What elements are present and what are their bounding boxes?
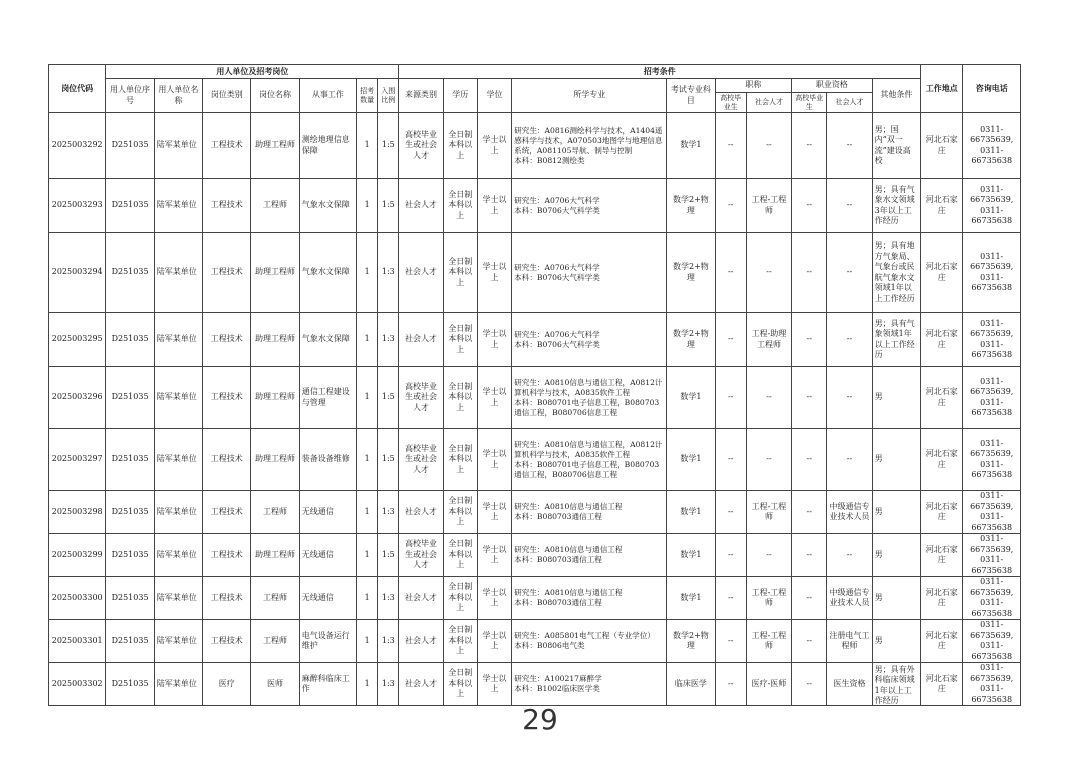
cell-degree: 学士以上 (477, 367, 511, 429)
cell-major (512, 620, 667, 663)
cell-major (512, 534, 667, 577)
cell-title-graduate: -- (715, 429, 746, 491)
cell-phone: 0311-66735639, 0311-66735638 (963, 429, 1021, 491)
cell-qual-social: -- (827, 367, 872, 429)
cell-unit-name: 陆军某单位 (154, 313, 202, 367)
cell-other (872, 233, 920, 313)
major-text: 研究生：A0810信息与通信工程 本科：B080703通信工程 (514, 545, 623, 564)
cell-ratio: 1:3 (378, 491, 399, 534)
cell-post-name: 助理工程师 (251, 233, 299, 313)
cell-unit-name: 陆军某单位 (154, 179, 202, 233)
major-text: 研究生：A085801电气工程（专业学位） 本科：B0806电气类 (514, 631, 655, 650)
cell-post-name: 助理工程师 (251, 534, 299, 577)
cell-other (872, 429, 920, 491)
cell-job-code: 2025003297 (49, 429, 106, 491)
cell-phone: 0311-66735639, 0311-66735638 (963, 113, 1021, 179)
cell-source: 高校毕业生或社会人才 (399, 429, 443, 491)
major-text: 研究生：A0810信息与通信工程，A0812计算机科学与技术，A0835软件工程 本科：B080701电子信息工程，B080703通信工程，B080706信息工程 (514, 439, 663, 479)
cell-post-type: 工程技术 (203, 491, 251, 534)
cell-post-name: 工程师 (251, 491, 299, 534)
cell-title-social: -- (746, 113, 791, 179)
table-row (49, 367, 1021, 429)
cell-exam: 数学1 (667, 429, 715, 491)
cell-phone: 0311-66735639, 0311-66735638 (963, 663, 1021, 706)
header-qual-social: 社会人才 (827, 93, 872, 113)
cell-qual-social: -- (827, 313, 872, 367)
cell-qual-graduate: -- (792, 663, 827, 706)
cell-exam: 数学2+物理 (667, 179, 715, 233)
cell-phone: 0311-66735639, 0311-66735638 (963, 179, 1021, 233)
cell-education: 全日制本科以上 (443, 429, 477, 491)
cell-location: 河北石家庄 (921, 534, 963, 577)
cell-unit-no: D251035 (106, 577, 154, 620)
cell-education: 全日制本科以上 (443, 577, 477, 620)
cell-title-graduate: -- (715, 367, 746, 429)
cell-post-type: 工程技术 (203, 534, 251, 577)
cell-count: 1 (357, 491, 378, 534)
cell-work: 气象水文保障 (299, 313, 356, 367)
cell-other (872, 663, 920, 706)
cell-qual-social: 注册电气工程师 (827, 620, 872, 663)
cell-ratio: 1:3 (378, 663, 399, 706)
cell-qual-graduate: -- (792, 429, 827, 491)
other-text: 男 (874, 549, 883, 559)
cell-education: 全日制本科以上 (443, 367, 477, 429)
cell-exam: 数学2+物理 (667, 313, 715, 367)
recruitment-table (48, 64, 1021, 706)
cell-education: 全日制本科以上 (443, 179, 477, 233)
cell-education: 全日制本科以上 (443, 233, 477, 313)
cell-post-type: 工程技术 (203, 620, 251, 663)
header-post-name: 岗位名称 (251, 79, 299, 113)
cell-title-graduate: -- (715, 313, 746, 367)
cell-qual-graduate: -- (792, 233, 827, 313)
major-text: 研究生：A0706大气科学 本科：B0706大气科学类 (514, 262, 600, 282)
cell-title-graduate: -- (715, 534, 746, 577)
cell-degree: 学士以上 (477, 620, 511, 663)
cell-location: 河北石家庄 (921, 663, 963, 706)
cell-qual-graduate: -- (792, 313, 827, 367)
cell-source: 社会人才 (399, 313, 443, 367)
cell-title-social: -- (746, 429, 791, 491)
cell-qual-social: -- (827, 429, 872, 491)
cell-post-type: 工程技术 (203, 179, 251, 233)
cell-phone: 0311-66735639, 0311-66735638 (963, 233, 1021, 313)
cell-unit-name: 陆军某单位 (154, 233, 202, 313)
cell-other (872, 491, 920, 534)
cell-qual-graduate: -- (792, 113, 827, 179)
cell-title-social: 工程-工程师 (746, 179, 791, 233)
table-row (49, 429, 1021, 491)
cell-other (872, 577, 920, 620)
cell-source: 社会人才 (399, 620, 443, 663)
cell-major (512, 491, 667, 534)
cell-title-graduate: -- (715, 179, 746, 233)
cell-job-code: 2025003302 (49, 663, 106, 706)
table-row (49, 534, 1021, 577)
cell-source: 社会人才 (399, 491, 443, 534)
cell-exam: 数学1 (667, 534, 715, 577)
header-exam: 考试专业科 目 (667, 79, 715, 113)
cell-ratio: 1:3 (378, 313, 399, 367)
cell-other (872, 179, 920, 233)
cell-qual-graduate: -- (792, 367, 827, 429)
cell-phone: 0311-66735639, 0311-66735638 (963, 313, 1021, 367)
header-count: 招考数量 (357, 79, 378, 113)
cell-exam: 数学1 (667, 113, 715, 179)
header-other: 其他条件 (872, 79, 920, 113)
cell-post-type: 工程技术 (203, 313, 251, 367)
header-job-code: 岗位代码 (49, 65, 106, 113)
cell-degree: 学士以上 (477, 313, 511, 367)
cell-qual-social: 医生资格 (827, 663, 872, 706)
cell-education: 全日制本科以上 (443, 491, 477, 534)
cell-ratio: 1:5 (378, 367, 399, 429)
header-group-unit: 用人单位及招考岗位 (106, 65, 399, 79)
cell-qual-graduate: -- (792, 577, 827, 620)
cell-exam: 数学2+物理 (667, 620, 715, 663)
cell-qual-social: 中级通信专业技术人员 (827, 491, 872, 534)
cell-count: 1 (357, 179, 378, 233)
major-text: 研究生：A0706大气科学 本科：B0706大气科学类 (514, 195, 600, 215)
cell-qual-graduate: -- (792, 491, 827, 534)
cell-post-name: 工程师 (251, 179, 299, 233)
cell-post-name: 助理工程师 (251, 367, 299, 429)
header-source: 来源类别 (399, 79, 443, 113)
header-ratio: 入围比例 (378, 79, 399, 113)
major-text: 研究生：A0816测绘科学与技术，A1404遥感科学与技术，A070503地图学与地理信息系统，A081105导航、制导与控制 本科：B0812测绘类 (514, 125, 663, 165)
cell-qual-social: -- (827, 233, 872, 313)
table-row (49, 179, 1021, 233)
cell-work: 无线通信 (299, 577, 356, 620)
cell-location: 河北石家庄 (921, 491, 963, 534)
cell-exam: 临床医学 (667, 663, 715, 706)
cell-location: 河北石家庄 (921, 113, 963, 179)
table-row (49, 620, 1021, 663)
cell-degree: 学士以上 (477, 663, 511, 706)
other-text: 男；具有气象领域1年以上工作经历 (874, 318, 915, 359)
other-text: 男 (874, 592, 883, 602)
cell-title-graduate: -- (715, 577, 746, 620)
cell-post-type: 工程技术 (203, 367, 251, 429)
cell-work: 气象水文保障 (299, 233, 356, 313)
cell-unit-name: 陆军某单位 (154, 663, 202, 706)
cell-ratio: 1:5 (378, 429, 399, 491)
cell-source: 社会人才 (399, 577, 443, 620)
cell-major (512, 179, 667, 233)
cell-location: 河北石家庄 (921, 620, 963, 663)
cell-post-name: 助理工程师 (251, 429, 299, 491)
cell-other (872, 113, 920, 179)
cell-unit-no: D251035 (106, 179, 154, 233)
cell-unit-no: D251035 (106, 429, 154, 491)
cell-work: 装备设备维修 (299, 429, 356, 491)
cell-work: 无线通信 (299, 491, 356, 534)
cell-unit-no: D251035 (106, 367, 154, 429)
cell-ratio: 1:5 (378, 534, 399, 577)
cell-degree: 学士以上 (477, 534, 511, 577)
header-post-type: 岗位类别 (203, 79, 251, 113)
cell-qual-social: 中级通信专业技术人员 (827, 577, 872, 620)
cell-count: 1 (357, 367, 378, 429)
cell-qual-social: -- (827, 179, 872, 233)
other-text: 男；国内“双一流”建设高校 (874, 124, 911, 165)
cell-job-code: 2025003293 (49, 179, 106, 233)
cell-major (512, 367, 667, 429)
cell-source: 社会人才 (399, 179, 443, 233)
cell-unit-no: D251035 (106, 233, 154, 313)
major-text: 研究生：A0810信息与通信工程 本科：B080703通信工程 (514, 502, 623, 521)
cell-title-social: 工程-工程师 (746, 577, 791, 620)
page-number: 29 (522, 703, 558, 736)
cell-title-social: 工程-工程师 (746, 491, 791, 534)
cell-ratio: 1:5 (378, 113, 399, 179)
cell-count: 1 (357, 620, 378, 663)
header-major: 所学专业 (512, 79, 667, 113)
cell-source: 社会人才 (399, 663, 443, 706)
cell-job-code: 2025003296 (49, 367, 106, 429)
cell-major (512, 663, 667, 706)
cell-title-social: -- (746, 534, 791, 577)
cell-job-code: 2025003292 (49, 113, 106, 179)
cell-post-type: 工程技术 (203, 113, 251, 179)
cell-major (512, 113, 667, 179)
cell-unit-name: 陆军某单位 (154, 577, 202, 620)
cell-unit-name: 陆军某单位 (154, 620, 202, 663)
recruitment-table-sheet (48, 64, 1021, 706)
cell-unit-name: 陆军某单位 (154, 491, 202, 534)
cell-work: 气象水文保障 (299, 179, 356, 233)
cell-source: 社会人才 (399, 233, 443, 313)
cell-phone: 0311-66735639, 0311-66735638 (963, 367, 1021, 429)
cell-location: 河北石家庄 (921, 179, 963, 233)
cell-education: 全日制本科以上 (443, 663, 477, 706)
cell-education: 全日制本科以上 (443, 113, 477, 179)
cell-unit-name: 陆军某单位 (154, 429, 202, 491)
other-text: 男 (874, 454, 883, 464)
cell-other (872, 534, 920, 577)
cell-unit-no: D251035 (106, 491, 154, 534)
header-title-social: 社会人才 (746, 93, 791, 113)
cell-degree: 学士以上 (477, 113, 511, 179)
major-text: 研究生：A0810信息与通信工程，A0812计算机科学与技术，A0835软件工程 本科：B080701电子信息工程，B080703通信工程，B080706信息工程 (514, 377, 663, 417)
cell-source: 高校毕业生或社会人才 (399, 534, 443, 577)
header-unit-no: 用人单位序 号 (106, 79, 154, 113)
cell-exam: 数学1 (667, 491, 715, 534)
cell-phone: 0311-66735639, 0311-66735638 (963, 620, 1021, 663)
cell-title-social: 工程-助理工程师 (746, 313, 791, 367)
cell-count: 1 (357, 663, 378, 706)
cell-title-graduate: -- (715, 663, 746, 706)
header-group-conditions: 招考条件 (399, 65, 921, 79)
cell-unit-name: 陆军某单位 (154, 534, 202, 577)
cell-title-social: 工程-工程师 (746, 620, 791, 663)
cell-other (872, 367, 920, 429)
other-text: 男 (874, 506, 883, 516)
cell-major (512, 577, 667, 620)
header-unit-name: 用人单位名 称 (154, 79, 202, 113)
cell-source: 高校毕业生或社会人才 (399, 367, 443, 429)
cell-location: 河北石家庄 (921, 233, 963, 313)
cell-post-name: 医师 (251, 663, 299, 706)
other-text: 男；具有气象水文领域3年以上工作经历 (874, 184, 915, 225)
cell-degree: 学士以上 (477, 491, 511, 534)
cell-job-code: 2025003294 (49, 233, 106, 313)
cell-count: 1 (357, 429, 378, 491)
cell-post-name: 助理工程师 (251, 313, 299, 367)
cell-other (872, 620, 920, 663)
header-degree: 学位 (477, 79, 511, 113)
cell-education: 全日制本科以上 (443, 313, 477, 367)
table-row (49, 113, 1021, 179)
cell-count: 1 (357, 534, 378, 577)
cell-post-name: 工程师 (251, 577, 299, 620)
cell-work: 测绘地理信息保障 (299, 113, 356, 179)
cell-major (512, 429, 667, 491)
other-text: 男 (874, 635, 883, 645)
cell-qual-social: -- (827, 113, 872, 179)
cell-degree: 学士以上 (477, 429, 511, 491)
cell-education: 全日制本科以上 (443, 620, 477, 663)
table-body (49, 113, 1021, 706)
cell-title-graduate: -- (715, 620, 746, 663)
cell-title-graduate: -- (715, 113, 746, 179)
cell-title-social: 医疗-医师 (746, 663, 791, 706)
cell-job-code: 2025003298 (49, 491, 106, 534)
header-title-group: 职称 (715, 79, 792, 93)
table-row (49, 313, 1021, 367)
cell-title-social: -- (746, 233, 791, 313)
cell-ratio: 1:3 (378, 233, 399, 313)
cell-degree: 学士以上 (477, 233, 511, 313)
table-row (49, 233, 1021, 313)
header-title-graduate: 高校毕业生 (715, 93, 746, 113)
major-text: 研究生：A0706大气科学 本科：B0706大气科学类 (514, 329, 600, 349)
header-work: 从事工作 (299, 79, 356, 113)
cell-post-type: 工程技术 (203, 577, 251, 620)
header-location: 工作地点 (921, 65, 963, 113)
cell-work: 电气设备运行维护 (299, 620, 356, 663)
cell-work: 通信工程建设与管理 (299, 367, 356, 429)
cell-degree: 学士以上 (477, 577, 511, 620)
cell-ratio: 1:5 (378, 179, 399, 233)
cell-count: 1 (357, 113, 378, 179)
cell-job-code: 2025003301 (49, 620, 106, 663)
table-row (49, 663, 1021, 706)
cell-job-code: 2025003300 (49, 577, 106, 620)
cell-title-graduate: -- (715, 491, 746, 534)
cell-source: 高校毕业生或社会人才 (399, 113, 443, 179)
cell-unit-no: D251035 (106, 620, 154, 663)
cell-exam: 数学1 (667, 577, 715, 620)
header-qual-graduate: 高校毕业生 (792, 93, 827, 113)
cell-post-type: 工程技术 (203, 233, 251, 313)
cell-unit-no: D251035 (106, 113, 154, 179)
cell-post-name: 工程师 (251, 620, 299, 663)
cell-count: 1 (357, 313, 378, 367)
cell-location: 河北石家庄 (921, 313, 963, 367)
cell-ratio: 1:3 (378, 577, 399, 620)
cell-unit-no: D251035 (106, 663, 154, 706)
cell-phone: 0311-66735639, 0311-66735638 (963, 491, 1021, 534)
cell-count: 1 (357, 577, 378, 620)
cell-major (512, 313, 667, 367)
cell-other (872, 313, 920, 367)
cell-location: 河北石家庄 (921, 429, 963, 491)
other-text: 男 (874, 392, 883, 402)
cell-qual-graduate: -- (792, 620, 827, 663)
cell-job-code: 2025003299 (49, 534, 106, 577)
cell-location: 河北石家庄 (921, 577, 963, 620)
cell-post-type: 医疗 (203, 663, 251, 706)
header-qualification-group: 职业资格 (792, 79, 873, 93)
cell-exam: 数学2+物理 (667, 233, 715, 313)
cell-ratio: 1:3 (378, 620, 399, 663)
cell-post-name: 助理工程师 (251, 113, 299, 179)
cell-unit-no: D251035 (106, 313, 154, 367)
table-row (49, 577, 1021, 620)
cell-unit-no: D251035 (106, 534, 154, 577)
cell-post-type: 工程技术 (203, 429, 251, 491)
cell-phone: 0311-66735639, 0311-66735638 (963, 534, 1021, 577)
cell-qual-graduate: -- (792, 179, 827, 233)
cell-degree: 学士以上 (477, 179, 511, 233)
cell-work: 麻醉科临床工作 (299, 663, 356, 706)
cell-unit-name: 陆军某单位 (154, 113, 202, 179)
cell-qual-graduate: -- (792, 534, 827, 577)
header-phone: 咨询电话 (963, 65, 1021, 113)
cell-exam: 数学1 (667, 367, 715, 429)
cell-major (512, 233, 667, 313)
cell-title-social: -- (746, 367, 791, 429)
table-row (49, 491, 1021, 534)
header-education: 学历 (443, 79, 477, 113)
cell-job-code: 2025003295 (49, 313, 106, 367)
cell-title-graduate: -- (715, 233, 746, 313)
cell-count: 1 (357, 233, 378, 313)
other-text: 男；具有外科临床领域1年以上工作经历 (874, 664, 915, 705)
cell-location: 河北石家庄 (921, 367, 963, 429)
cell-phone: 0311-66735639, 0311-66735638 (963, 577, 1021, 620)
major-text: 研究生：A100217麻醉学 本科：B1002临床医学类 (514, 674, 602, 693)
cell-education: 全日制本科以上 (443, 534, 477, 577)
cell-qual-social: -- (827, 534, 872, 577)
cell-unit-name: 陆军某单位 (154, 367, 202, 429)
cell-work: 无线通信 (299, 534, 356, 577)
other-text: 男；具有地方气象局、气象台或民航气象水文领域1年以上工作经历 (874, 241, 915, 303)
major-text: 研究生：A0810信息与通信工程 本科：B080703通信工程 (514, 588, 623, 607)
